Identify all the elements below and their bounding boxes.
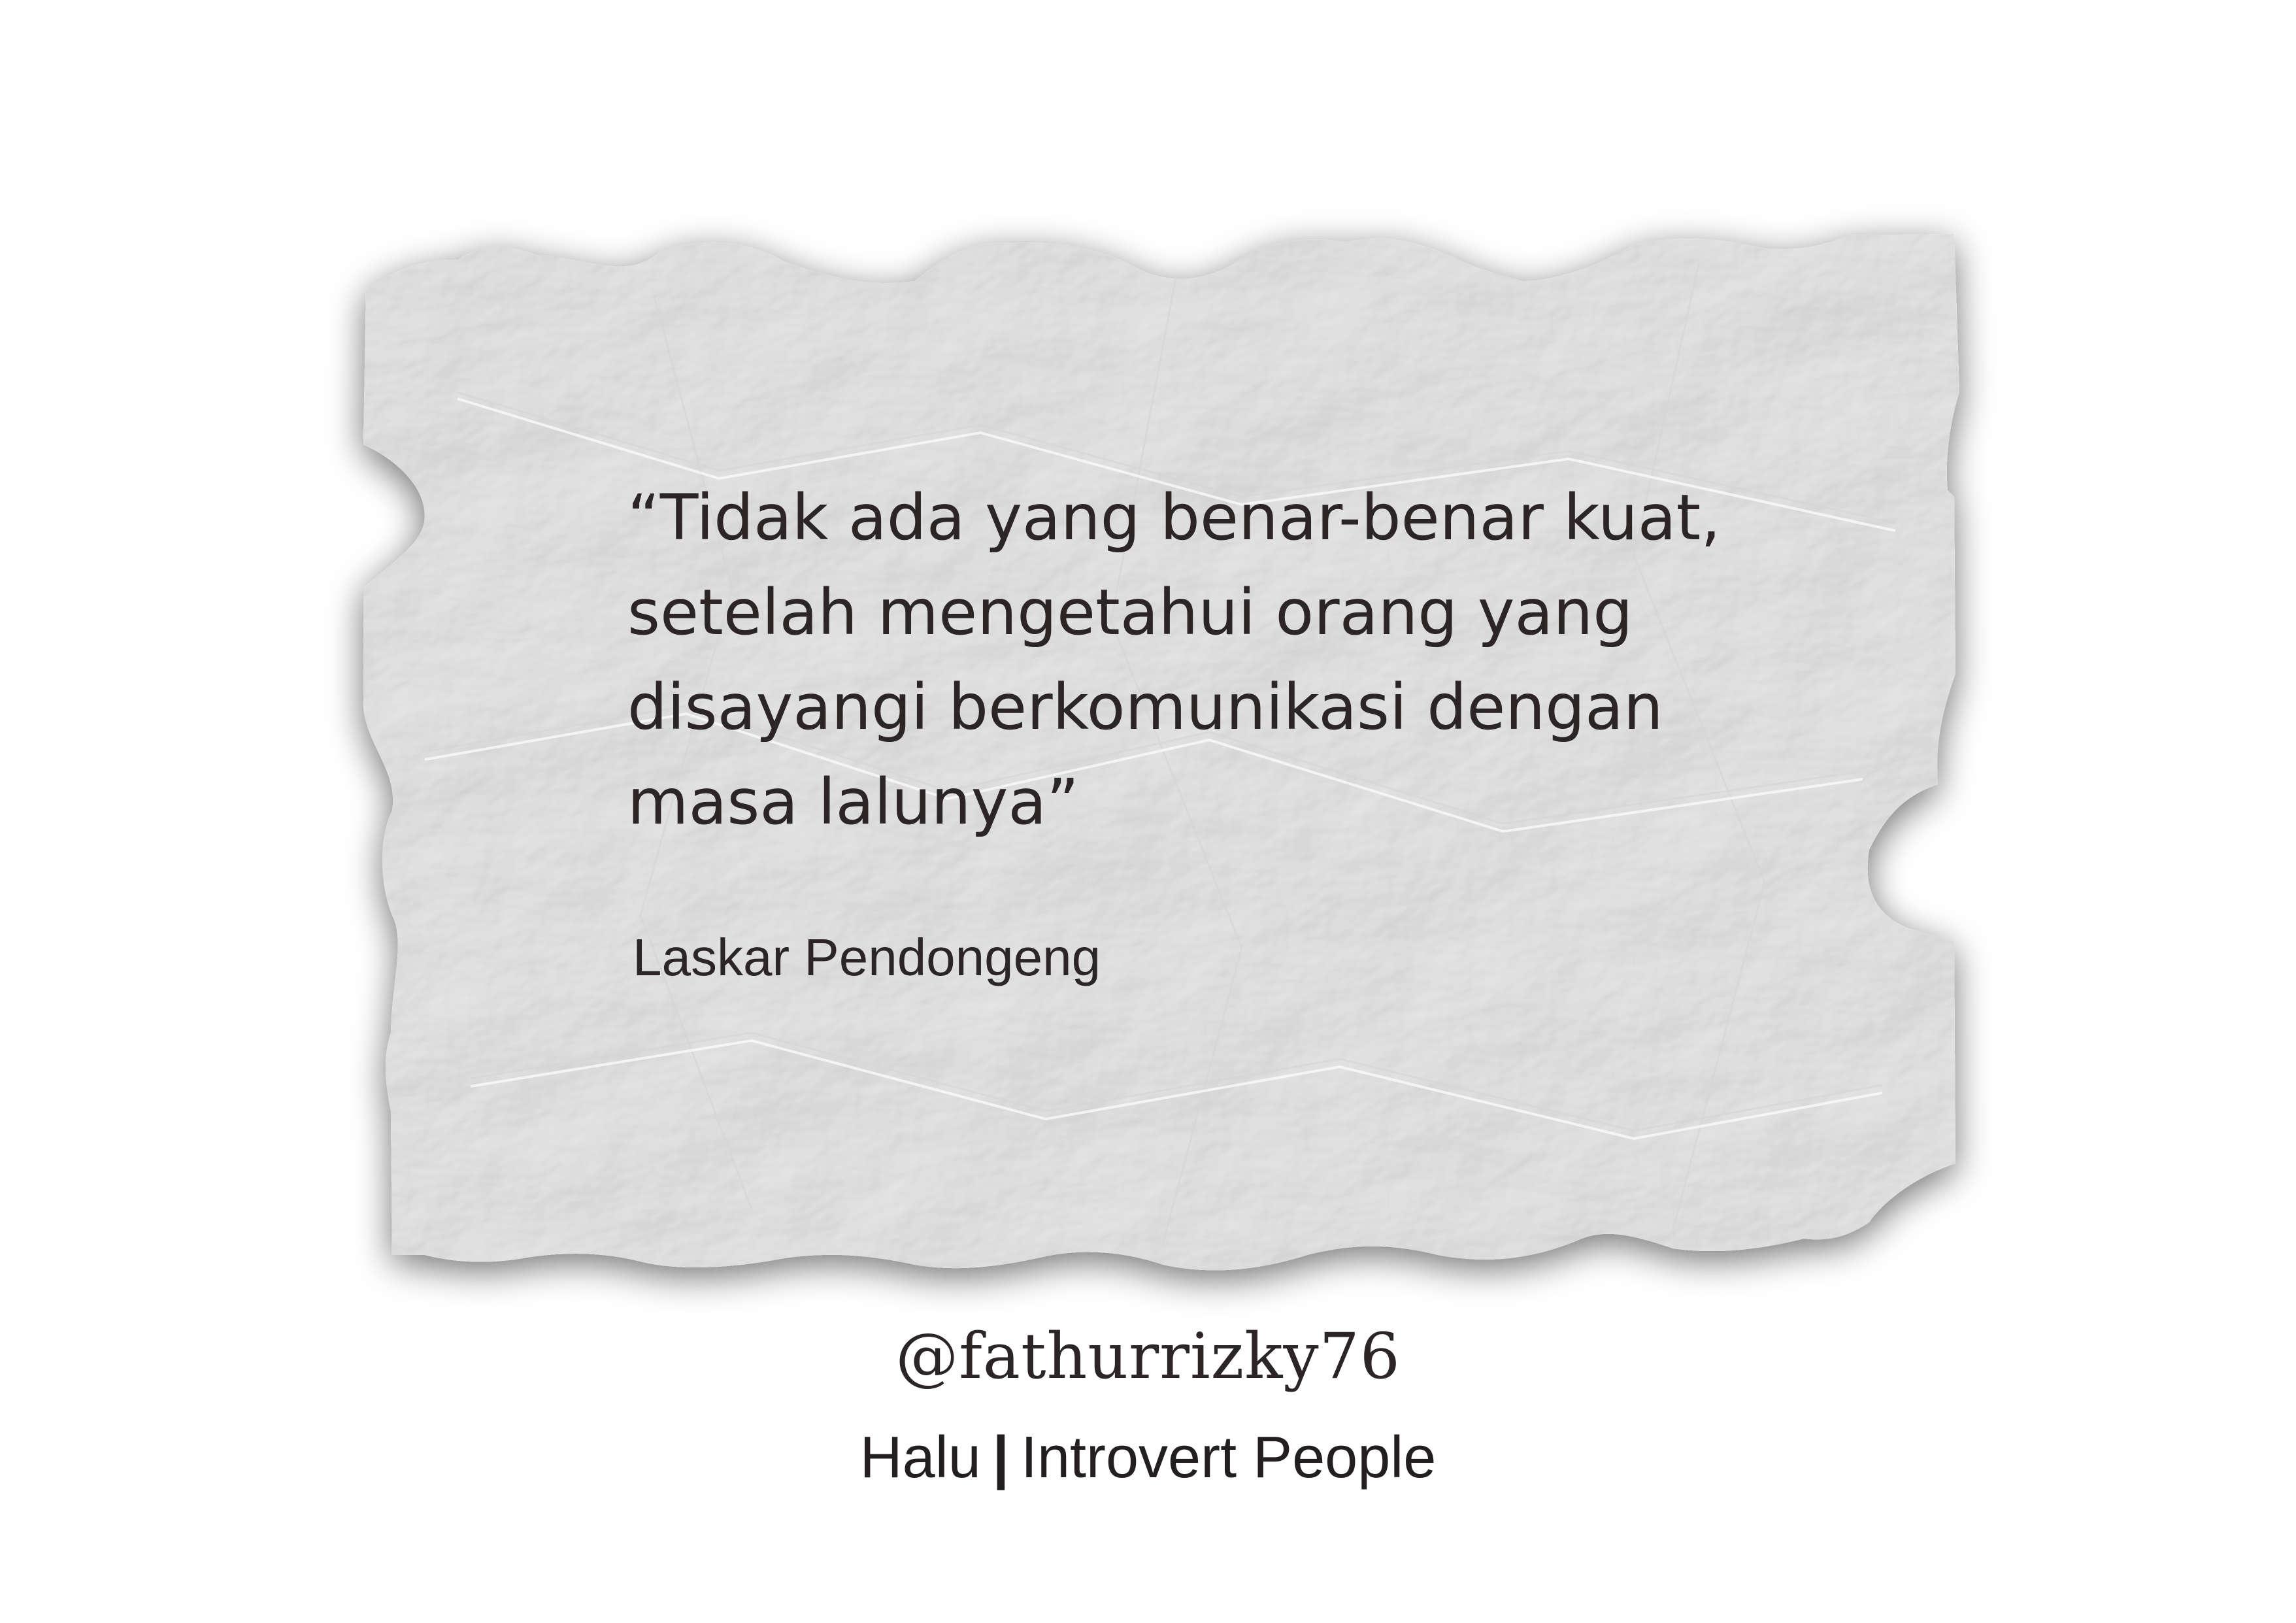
- tagline: [0, 1422, 2296, 1494]
- quote-line-1: “Tidak ada yang benar-benar kuat,: [627, 481, 1721, 554]
- quote-line-3: disayangi berkomunikasi dengan: [627, 671, 1663, 744]
- quote-author: Laskar Pendongeng: [633, 928, 1101, 986]
- quote-line-4: masa lalunya”: [627, 765, 1079, 839]
- social-handle: @fathurrizky76: [895, 1320, 1401, 1393]
- tagline-left: Halu: [859, 1425, 981, 1490]
- tagline-right: Introvert People: [1020, 1425, 1437, 1490]
- tagline-separator: |: [992, 1425, 1009, 1490]
- quote-text: [627, 471, 1869, 850]
- quote-line-2: setelah mengetahui orang yang: [627, 576, 1633, 649]
